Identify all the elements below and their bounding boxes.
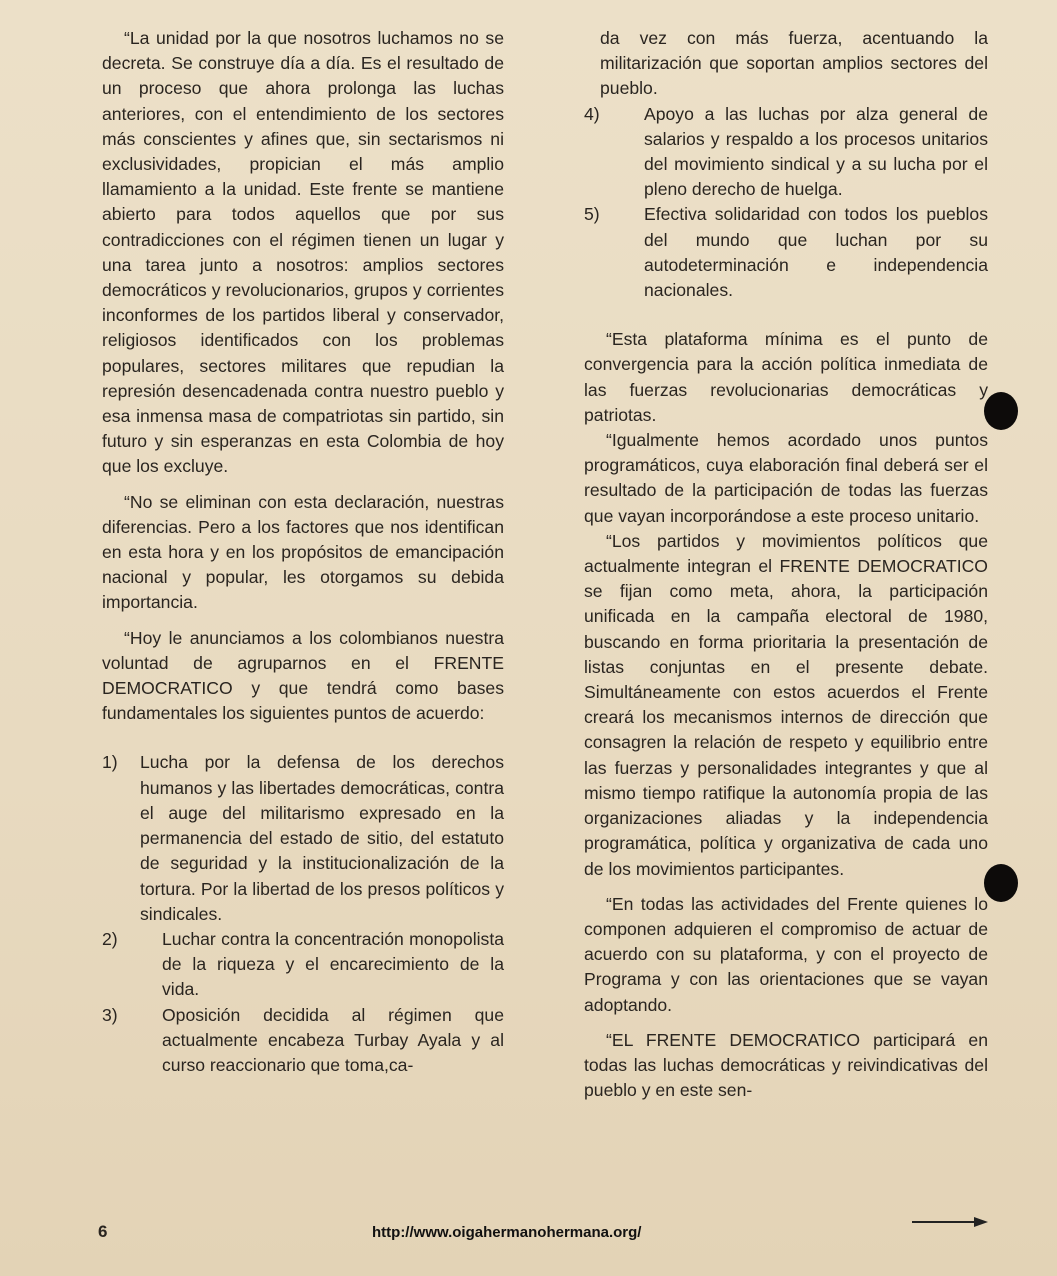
paragraph-actividades: “En todas las actividades del Frente quienes lo componen adquieren el compromiso de actuar de acuerdo con su plataforma, y con el proyecto de Programa y con las orientaciones que se vayan adoptando.: [584, 893, 988, 1015]
arrow-right-icon: [912, 1212, 988, 1232]
list-item-text: Lucha por la defensa de los derechos humanos y las libertades democráticas, contra el auge del militarismo expresado en la permanencia del estado de sitio, del estatuto de seguridad y la institucionalización de la tortura. Por la libertad de los presos políticos y sindicales.: [140, 752, 504, 924]
paragraph-continuation: da vez con más fuerza, acentuando la militarización que soportan amplios sectores del pueblo.: [600, 28, 988, 99]
list-item: [102, 750, 504, 926]
paragraph-anuncio: “Hoy le anunciamos a los colombianos nuestra voluntad de agruparnos en el FRENTE DEMOCRATICO y que tendrá como bases fundamentales los siguientes puntos de acuerdo:: [102, 627, 504, 724]
punch-hole-icon: [984, 864, 1018, 902]
list-item-text: Luchar contra la concentración monopolista de la riqueza y el encarecimiento de la vida.: [162, 928, 504, 1000]
list-item: [584, 202, 988, 303]
page-number: 6: [98, 1222, 108, 1241]
paragraph-puntos: “Igualmente hemos acordado unos puntos programáticos, cuya elaboración final deberá ser el resultado de la participación de todas las fuerzas que vayan incorporándose a este proceso unitario.: [584, 430, 988, 526]
list-item-text: Efectiva solidaridad con todos los pueblos del mundo que luchan por su autodeterminación e independencia nacionales.: [644, 204, 988, 301]
list-item-number: 2): [102, 928, 118, 949]
list-item-number: 4): [584, 103, 600, 124]
list-item-number: 3): [102, 1004, 118, 1025]
list-item: [102, 1003, 504, 1079]
list-item: [584, 102, 988, 203]
list-item-text: Apoyo a las luchas por alza general de salarios y respaldo a los procesos unitarios del movimiento sindical y a su lucha por el pleno derecho de huelga.: [644, 103, 988, 200]
list-item-number: 1): [102, 752, 118, 773]
paragraph-diferencias: “No se eliminan con esta declaración, nuestras diferencias. Pero a los factores que nos identifican en esta hora y en los propósitos de emancipación nacional y popular, les otorgamos su debida importancia.: [102, 491, 504, 613]
left-column: [102, 26, 504, 1078]
right-column: [584, 26, 988, 1103]
paragraph-partidos: “Los partidos y movimientos políticos que actualmente integran el FRENTE DEMOCRATICO se fijan como meta, ahora, la participación unificada en la campaña electoral de 1980, buscando en forma prioritaria la presentación de listas conjuntas en el presente debate. Simultáneamente con estos acuerdos el Frente creará los mecanismos internos de dirección que consagren la relación de respeto y equilibrio entre las fuerzas y personalidades integrantes y que al mismo tiempo ratifique la autonomía propia de las organizaciones aliadas y la independencia programática, política y organizativa de cada uno de los movimientos participantes.: [584, 530, 988, 879]
paragraph-frente: “EL FRENTE DEMOCRATICO participará en todas las luchas democráticas y reivindicativas del pueblo y en este sen-: [584, 1029, 988, 1101]
paragraph-plataforma: “Esta plataforma mínima es el punto de convergencia para la acción política inmediata de las fuerzas revolucionarias democráticas y patriotas.: [584, 329, 988, 425]
paragraph-unidad: “La unidad por la que nosotros luchamos no se decreta. Se construye día a día. Es el resultado de un proceso que ahora prolonga las luchas anteriores, con el entendimiento de los sectores más conscientes y afines que, sin sectarismos ni exclusividades, propician el más amplio llamamiento a la unidad. Este frente se mantiene abierto para todos aquellos que por sus contradicciones con el régimen tienen un lugar y una tarea junto a nosotros: amplios sectores democráticos y revolucionarios, grupos y corrientes inconformes de los partidos liberal y conservador, religiosos identificados con los problemas populares, sectores militares que repudian la represión desencadenada contra nuestro pueblo y esa inmensa masa de compatriotas sin partido, sin futuro y sin esperanzas en esta Colombia de hoy que los excluye.: [102, 28, 504, 477]
list-item: [102, 927, 504, 1003]
list-item-number: 5): [584, 204, 600, 225]
footer-url: http://www.oigahermanohermana.org/: [372, 1224, 642, 1241]
punch-hole-icon: [984, 392, 1018, 430]
list-item-text: Oposición decidida al régimen que actualmente encabeza Turbay Ayala y al curso reaccionario que toma,ca-: [162, 1004, 504, 1075]
